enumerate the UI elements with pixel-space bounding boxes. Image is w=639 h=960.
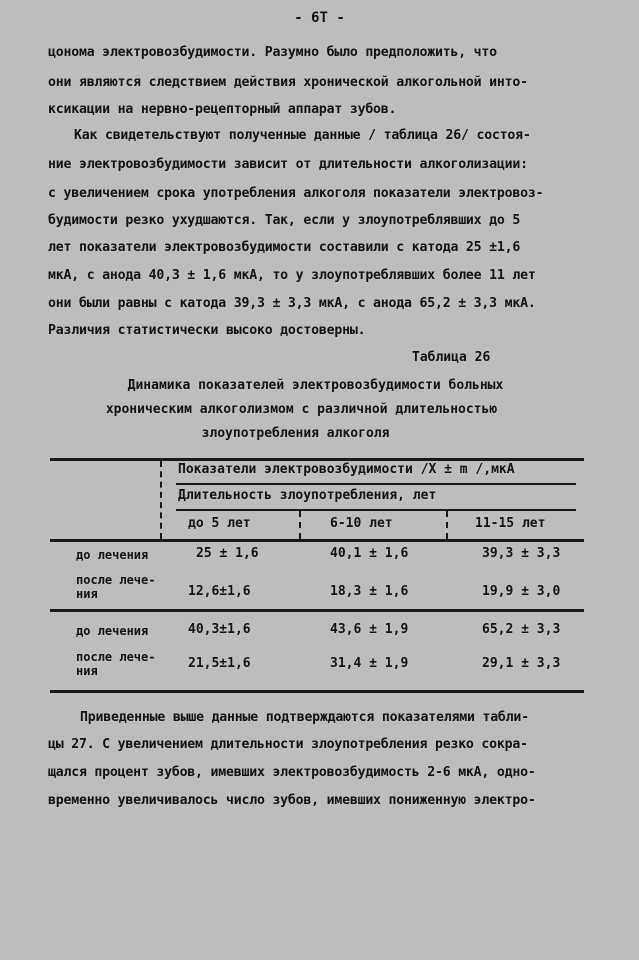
table-title-line: Динамика показателей электровозбудимости больных: [127, 378, 504, 393]
table-cell: 18,3 ± 1,6: [330, 584, 409, 599]
table-header-main: Показатели электровозбудимости /X ± m /,мкА: [178, 462, 515, 477]
header-rule: [176, 509, 576, 511]
table-cell: 19,9 ± 3,0: [482, 584, 561, 599]
column-header: до 5 лет: [188, 516, 251, 531]
paragraph-line: мкА, с анода 40,3 ± 1,6 мкА, то у злоупотреблявших более 11 лет: [48, 268, 536, 283]
table-top-rule: [50, 458, 584, 461]
table-title-line: хроническим алкоголизмом с различной длительностью: [105, 402, 498, 417]
row-label: до лечения: [76, 548, 149, 562]
paragraph-line: цы 27. С увеличением длительности злоупотребления резко сокра-: [48, 737, 528, 752]
table-cell: 25 ± 1,6: [196, 546, 259, 561]
page-number: - 6Т -: [294, 10, 345, 26]
header-rule: [176, 483, 576, 485]
column-divider: [160, 461, 162, 539]
table-title-line: злоупотребления алкоголя: [201, 426, 390, 441]
paragraph-line: временно увеличивалось число зубов, имевших пониженную электро-: [48, 793, 536, 808]
paragraph-line: цонома электровозбудимости. Разумно было предположить, что: [48, 45, 497, 60]
table-header-sub: Длительность злоупотребления, лет: [178, 488, 437, 503]
paragraph-line: они являются следствием действия хронической алкогольной инто-: [48, 75, 528, 90]
paragraph-line: будимости резко ухудшаются. Так, если у злоупотреблявших до 5: [48, 213, 521, 228]
column-header: 11-15 лет: [475, 516, 546, 531]
column-divider: [446, 511, 448, 539]
paragraph-line: с увеличением срока употребления алкоголя показатели электровоз-: [48, 186, 544, 201]
paragraph-line: щался процент зубов, имевших электровозбудимость 2-6 мкА, одно-: [48, 765, 536, 780]
table-label: Таблица 26: [412, 350, 491, 365]
table-cell: 12,6±1,6: [188, 584, 251, 599]
table-cell: 40,1 ± 1,6: [330, 546, 409, 561]
table-cell: 43,6 ± 1,9: [330, 622, 409, 637]
group-rule: [50, 609, 584, 612]
paragraph-line: лет показатели электровозбудимости составили с катода 25 ±1,6: [48, 240, 521, 255]
row-label: после лече- ния: [76, 650, 156, 678]
column-divider: [299, 511, 301, 539]
paragraph-line: ксикации на нервно-рецепторный аппарат зубов.: [48, 102, 397, 117]
paragraph-line: Различия статистически высоко достоверны.: [48, 323, 366, 338]
paragraph-line: Как свидетельствуют полученные данные / таблица 26/ состоя-: [74, 128, 531, 143]
row-label: до лечения: [76, 624, 149, 638]
paragraph-line: ние электровозбудимости зависит от длительности алкоголизации:: [48, 157, 528, 172]
column-header: 6-10 лет: [330, 516, 393, 531]
table-cell: 21,5±1,6: [188, 656, 251, 671]
paragraph-line: Приведенные выше данные подтверждаются показателями табли-: [80, 710, 529, 725]
table-bottom-rule: [50, 690, 584, 693]
header-bottom-rule: [50, 539, 584, 542]
table-cell: 65,2 ± 3,3: [482, 622, 561, 637]
table-cell: 39,3 ± 3,3: [482, 546, 561, 561]
paragraph-line: они были равны с катода 39,3 ± 3,3 мкА, с анода 65,2 ± 3,3 мкА.: [48, 296, 536, 311]
table-cell: 40,3±1,6: [188, 622, 251, 637]
row-label: после лече- ния: [76, 573, 156, 601]
table-cell: 29,1 ± 3,3: [482, 656, 561, 671]
table-cell: 31,4 ± 1,9: [330, 656, 409, 671]
